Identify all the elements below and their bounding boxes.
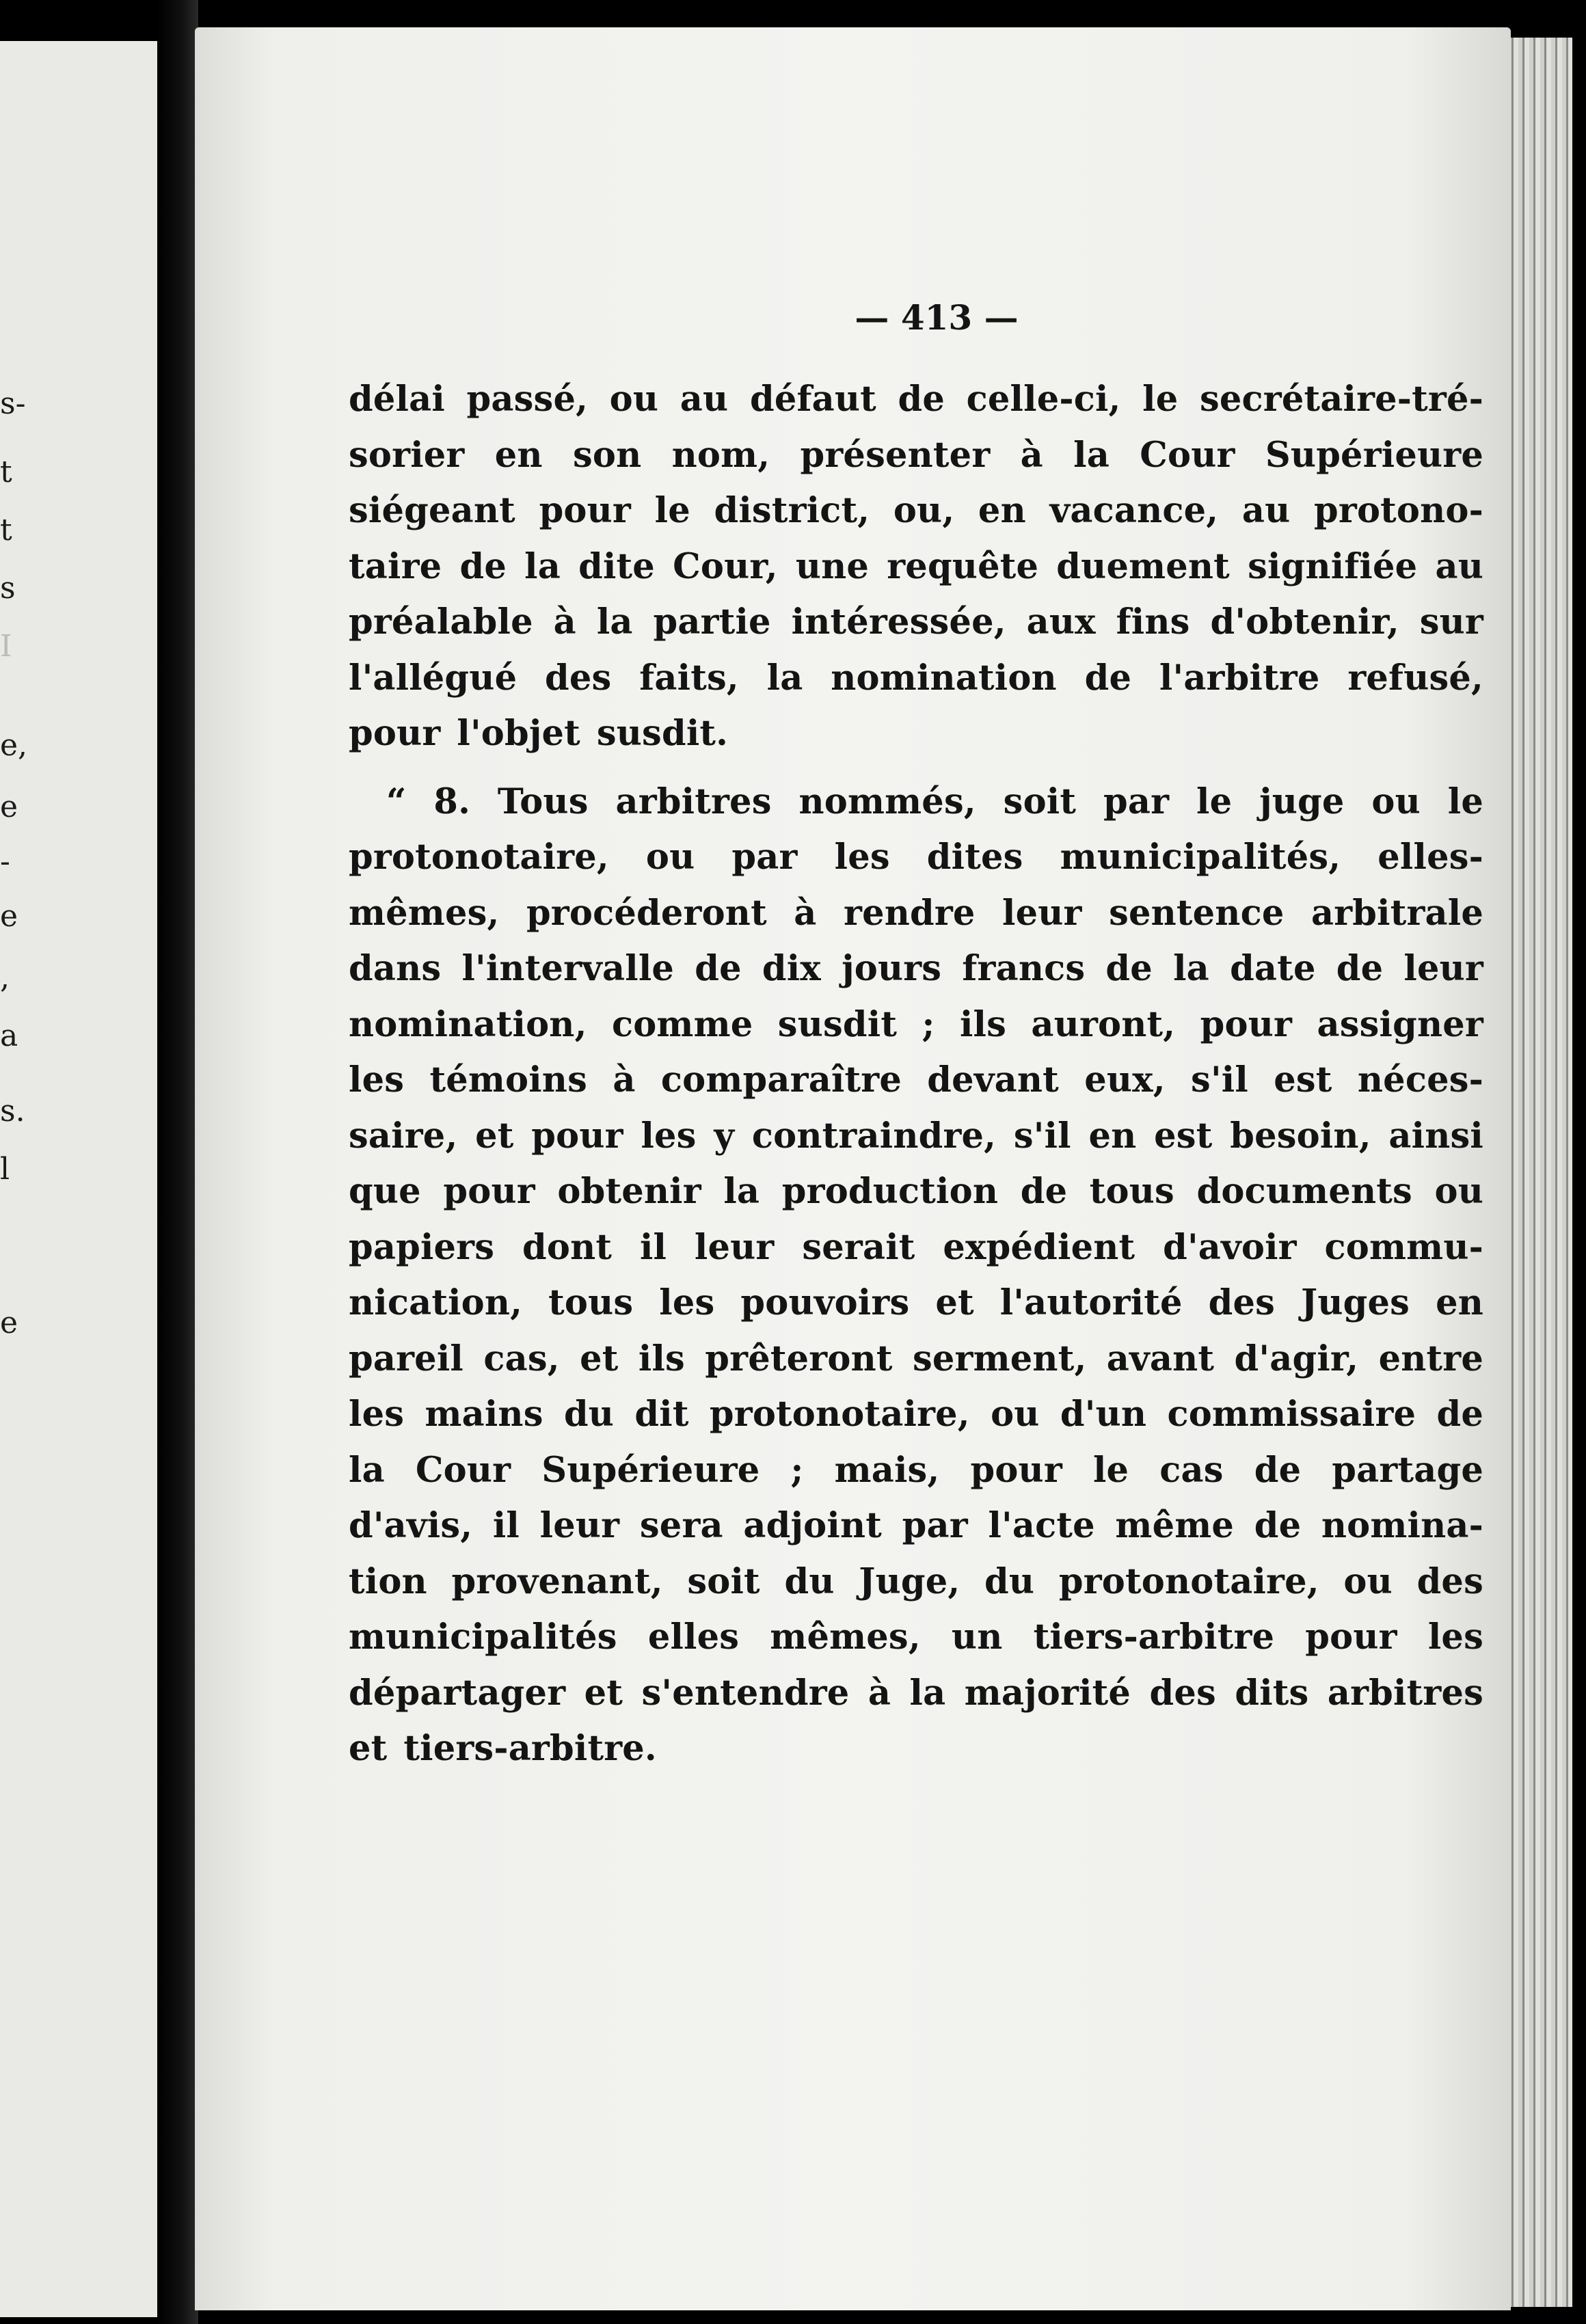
text-line: papiers dont il leur serait expédient d'avoir commu-: [349, 1226, 1483, 1268]
text-line: l'allégué des faits, la nomination de l'arbitre refusé,: [349, 657, 1483, 699]
left-facing-page: [0, 41, 157, 2317]
text-line: départager et s'entendre à la majorité des dits arbitres: [349, 1672, 1483, 1714]
text-line: que pour obtenir la production de tous documents ou: [349, 1171, 1483, 1212]
left-page-text-fragments: [0, 41, 157, 2317]
left-fragment: -: [0, 844, 10, 879]
left-fragment: e: [0, 1306, 18, 1340]
page-edges: [1507, 38, 1572, 2307]
left-fragment: e: [0, 899, 18, 934]
text-line: la Cour Supérieure ; mais, pour le cas de partage: [349, 1449, 1483, 1491]
text-line: sorier en son nom, présenter à la Cour Supérieure: [349, 434, 1483, 476]
text-line: taire de la dite Cour, une requête duement signifiée au: [349, 545, 1483, 587]
left-fragment: s.: [0, 1094, 25, 1129]
left-fragment: s: [0, 571, 16, 606]
text-line: pour l'objet susdit.: [349, 713, 729, 754]
left-fragment: t: [0, 513, 12, 548]
text-line: préalable à la partie intéressée, aux fins d'obtenir, sur: [349, 602, 1483, 643]
left-fragment: I: [0, 629, 12, 664]
page-number: — 413 —: [855, 297, 1019, 338]
text-line: saire, et pour les y contraindre, s'il en est besoin, ainsi: [349, 1115, 1483, 1157]
left-fragment: ,: [0, 960, 10, 995]
text-line: d'avis, il leur sera adjoint par l'acte même de nomina-: [349, 1505, 1483, 1546]
left-fragment: l: [0, 1152, 10, 1187]
text-line: les témoins à comparaître devant eux, s'il est néces-: [349, 1059, 1483, 1100]
book-gutter: [157, 0, 198, 2324]
text-line: et tiers-arbitre.: [349, 1728, 657, 1769]
text-line: “ 8. Tous arbitres nommés, soit par le juge ou le: [386, 781, 1483, 822]
text-line: délai passé, ou au défaut de celle-ci, le secrétaire-tré-: [349, 379, 1483, 420]
left-fragment: e,: [0, 728, 28, 763]
left-fragment: e: [0, 789, 18, 824]
text-line: dans l'intervalle de dix jours francs de la date de leur: [349, 948, 1483, 989]
text-line: tion provenant, soit du Juge, du protonotaire, ou des: [349, 1560, 1483, 1602]
paragraph-2: [349, 774, 1483, 1777]
book-page: [195, 27, 1511, 2310]
text-line: siégeant pour le district, ou, en vacance, au protono-: [349, 490, 1483, 531]
text-line: municipalités elles mêmes, un tiers-arbitre pour les: [349, 1617, 1483, 1658]
text-line: pareil cas, et ils prêteront serment, avant d'agir, entre: [349, 1338, 1483, 1379]
text-line: nication, tous les pouvoirs et l'autorité des Juges en: [349, 1282, 1483, 1323]
text-line: nomination, comme susdit ; ils auront, pour assigner: [349, 1003, 1483, 1045]
left-fragment: s-: [0, 386, 26, 421]
left-fragment: a: [0, 1018, 18, 1053]
page-content: [349, 297, 1483, 1777]
text-line: les mains du dit protonotaire, ou d'un commissaire de: [349, 1394, 1483, 1435]
text-line: protonotaire, ou par les dites municipalités, elles-: [349, 837, 1483, 878]
paragraph-1: [349, 372, 1483, 762]
left-fragment: t: [0, 455, 12, 489]
text-line: mêmes, procéderont à rendre leur sentence arbitrale: [349, 892, 1483, 934]
